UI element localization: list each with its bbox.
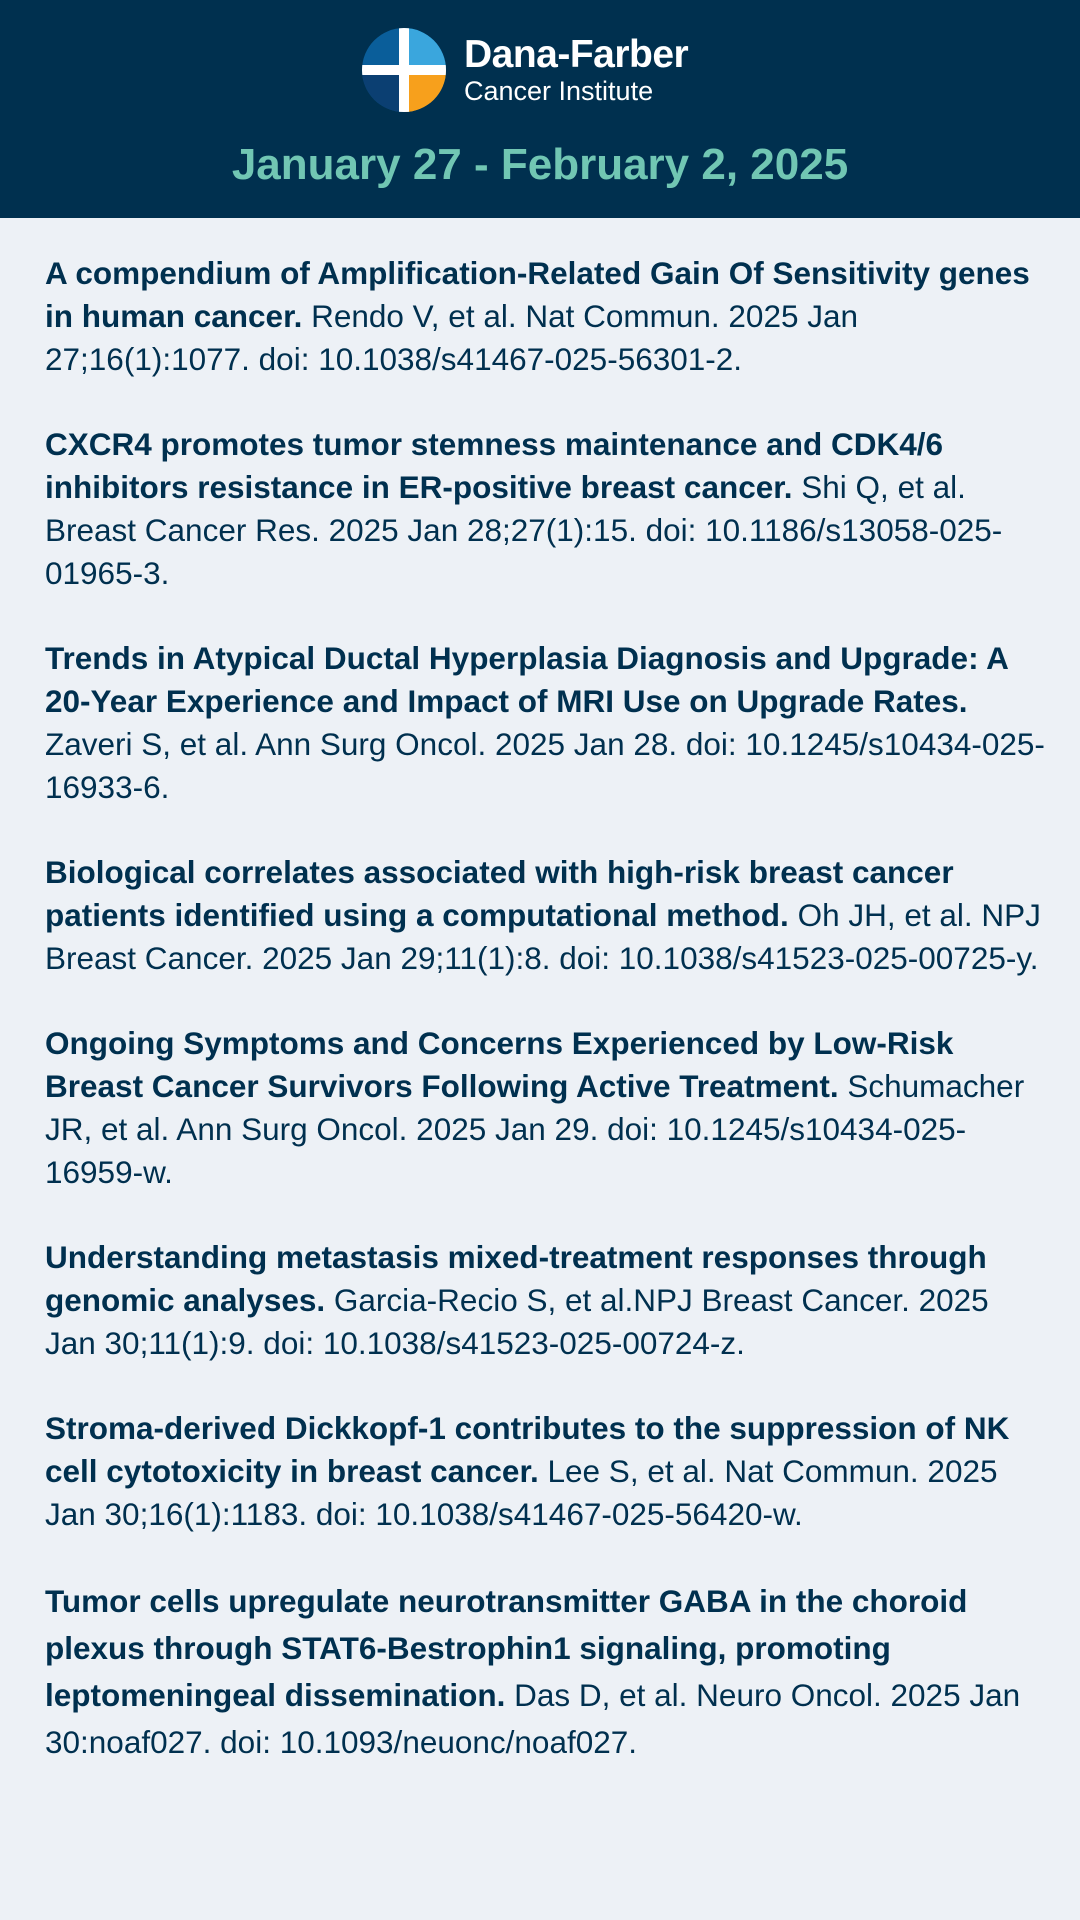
- citation-reference: Shi Q, et al. Breast Cancer Res. 2025 Jan 28;27(1):15. doi: 10.1186/s13058-025-01965-3.: [45, 469, 1003, 591]
- citation-reference: Garcia-Recio S, et al.NPJ Breast Cancer. 2025 Jan 30;11(1):9. doi: 10.1038/s41523-025-00724-z.: [45, 1282, 989, 1361]
- citation-reference: Oh JH, et al. NPJ Breast Cancer. 2025 Jan 29;11(1):8. doi: 10.1038/s41523-025-00725-y.: [45, 897, 1041, 976]
- citation-title: Tumor cells upregulate neurotransmitter GABA in the choroid plexus through STAT6-Bestrophin1 signaling, promoting leptomeningeal dissemination.: [45, 1583, 968, 1713]
- citation-title: Stroma-derived Dickkopf-1 contributes to the suppression of NK cell cytotoxicity in breast cancer.: [45, 1410, 1010, 1489]
- citation-reference: Rendo V, et al. Nat Commun. 2025 Jan 27;16(1):1077. doi: 10.1038/s41467-025-56301-2.: [45, 298, 859, 377]
- citation-title: Ongoing Symptoms and Concerns Experienced by Low-Risk Breast Cancer Survivors Following Active Treatment.: [45, 1025, 954, 1104]
- brand-subtitle: Cancer Institute: [464, 76, 654, 106]
- citation-title: Trends in Atypical Ductal Hyperplasia Diagnosis and Upgrade: A 20-Year Experience and Impact of MRI Use on Upgrade Rates.: [45, 640, 1008, 719]
- citation-reference: Schumacher JR, et al. Ann Surg Oncol. 2025 Jan 29. doi: 10.1245/s10434-025-16959-w.: [45, 1068, 1025, 1190]
- citation-title: CXCR4 promotes tumor stemness maintenance and CDK4/6 inhibitors resistance in ER-positive breast cancer.: [45, 426, 943, 505]
- citation-item: [45, 423, 1045, 595]
- brand-name: Dana-Farber: [464, 33, 689, 76]
- citation-reference: Lee S, et al. Nat Commun. 2025 Jan 30;16(1):1183. doi: 10.1038/s41467-025-56420-w.: [45, 1453, 998, 1532]
- citation-item: [45, 252, 1045, 381]
- logo: [362, 28, 688, 112]
- citation-reference: Zaveri S, et al. Ann Surg Oncol. 2025 Jan 28. doi: 10.1245/s10434-025-16933-6.: [45, 726, 1045, 805]
- cross-circle-logo-icon: [362, 28, 446, 112]
- citation-title: A compendium of Amplification-Related Gain Of Sensitivity genes in human cancer.: [45, 255, 1030, 334]
- citation-item: [45, 851, 1045, 980]
- citation-item: [45, 1578, 1045, 1766]
- citation-reference: Das D, et al. Neuro Oncol. 2025 Jan 30:noaf027. doi: 10.1093/neuonc/noaf027.: [45, 1677, 1021, 1760]
- citation-item: [45, 1407, 1045, 1536]
- citation-list: [45, 252, 1045, 1808]
- date-range-title: January 27 - February 2, 2025: [231, 140, 849, 189]
- citation-title: Biological correlates associated with high-risk breast cancer patients identified using a computational method.: [45, 854, 954, 933]
- header-banner: [0, 0, 1080, 218]
- citation-item: [45, 1236, 1045, 1365]
- citation-item: [45, 637, 1045, 809]
- citation-item: [45, 1022, 1045, 1194]
- citation-title: Understanding metastasis mixed-treatment responses through genomic analyses.: [45, 1239, 987, 1318]
